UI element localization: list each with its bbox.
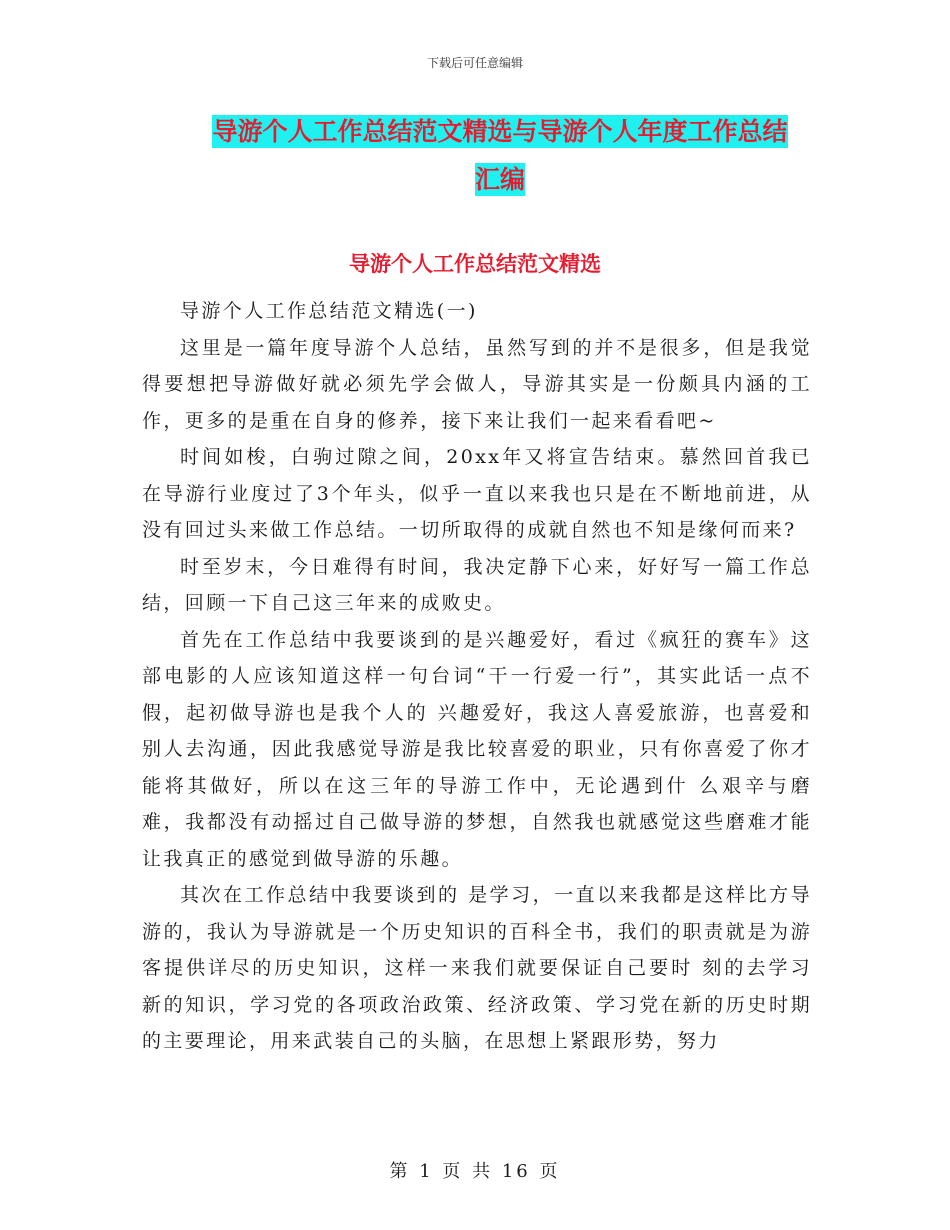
section-title: 导游个人工作总结范文精选 bbox=[349, 252, 601, 276]
paragraph: 时至岁末，今日难得有时间，我决定静下心来，好好写一篇工作总结，回顾一下自己这三年来的成败史。 bbox=[142, 555, 812, 614]
paragraph: 这里是一篇年度导游个人总结，虽然写到的并不是很多，但是我觉得要想把导游做好就必须先学会做人，导游其实是一份颇具内涵的工作，更多的是重在自身的修养，接下来让我们一起来看看吧~ bbox=[142, 336, 812, 432]
page-number: 第 1 页 共 16 页 bbox=[389, 1161, 561, 1182]
header-note: 下载后可任意编辑 bbox=[426, 56, 523, 70]
paragraph: 其次在工作总结中我要谈到的 是学习，一直以来我都是这样比方导游的，我认为导游就是一个历史知识的百科全书，我们的职责就是为游客提供详尽的历史知识，这样一来我们就要保证自己要时 刻的去学习新的知识，学习党的各项政治政策、经济政策、学习党在新的历史时期的主要理论，用来武装自己的头脑，在思想上紧跟形势，努力 bbox=[142, 884, 812, 1052]
document-title-line-2: 汇编 bbox=[474, 165, 525, 194]
paragraph: 时间如梭，白驹过隙之间，20xx年又将宣告结束。慕然回首我已在导游行业度过了3个年头，似乎一直以来我也只是在不断地前进，从没有回过头来做工作总结。一切所取得的成就自然也不知是缘何而来? bbox=[142, 446, 812, 541]
document-title bbox=[150, 108, 850, 204]
paragraph-subheading: 导游个人工作总结范文精选(一) bbox=[180, 300, 478, 322]
body-text bbox=[142, 293, 812, 1060]
paragraph: 首先在工作总结中我要谈到的是兴趣爱好，看过《疯狂的赛车》这部电影的人应该知道这样一句台词“干一行爱一行”，其实此话一点不假，起初做导游也是我个人的 兴趣爱好，我这人喜爱旅游，也喜爱和别人去沟通，因此我感觉导游是我比较喜爱的职业，只有你喜爱了你才能将其做好，所以在这三年的导游工作中，无论遇到什 么艰辛与磨难，我都没有动摇过自己做导游的梦想，自然我也就感觉这些磨难才能让我真正的感觉到做导游的乐趣。 bbox=[142, 628, 812, 870]
document-title-line-1: 导游个人工作总结范文精选与导游个人年度工作总结 bbox=[212, 117, 788, 146]
